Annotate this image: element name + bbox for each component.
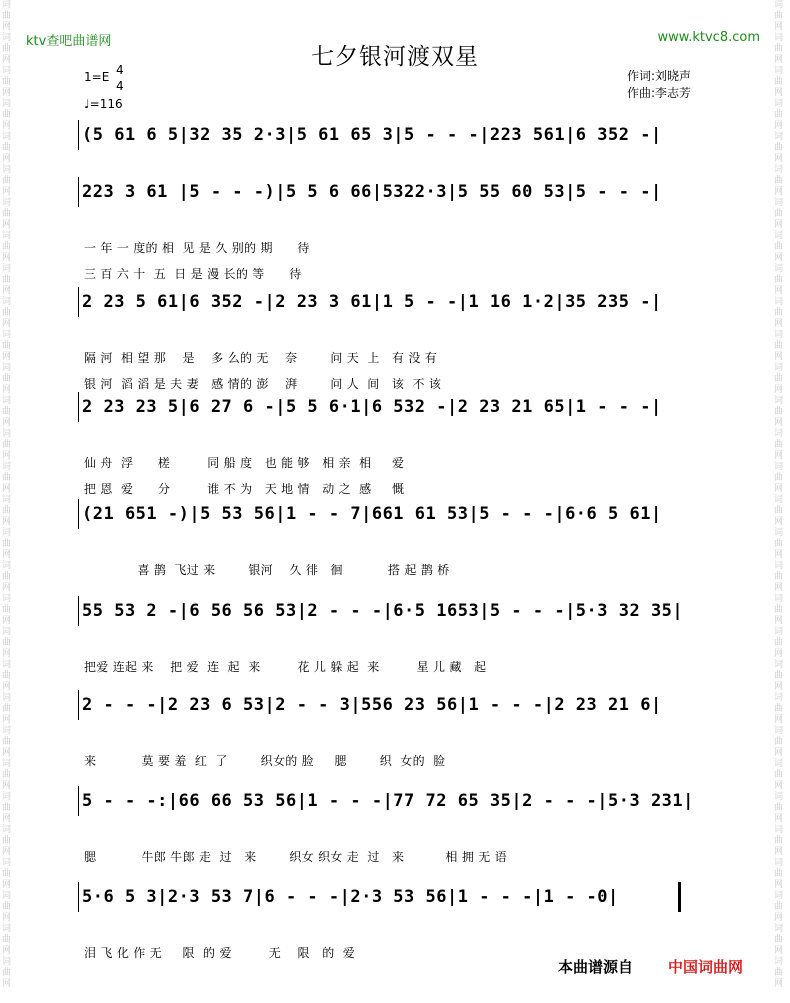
notation-line: 223 3 61 |5 - - -)|5 5 6 66|5322·3|5 55 60 53|5 - - -| [82,182,662,202]
score-line [78,784,728,864]
watermark-char: 词 [774,759,784,769]
watermark-char: 词 [774,231,784,241]
source-label: 本曲谱源自 [558,958,634,976]
watermark-char: 网 [774,253,784,263]
watermark-char: 网 [2,187,12,197]
watermark-char: 网 [774,583,784,593]
watermark-char: 曲 [774,770,784,780]
watermark-char: 网 [2,616,12,626]
watermark-char: 网 [774,616,784,626]
watermark-char: 词 [2,33,12,43]
watermark-char: 词 [2,891,12,901]
watermark-char: 曲 [2,374,12,384]
time-sig-top: 4 [116,63,124,77]
bar-line [78,786,79,816]
watermark-char: 网 [2,220,12,230]
bar-line [78,596,79,626]
watermark-char: 曲 [774,671,784,681]
watermark-char: 词 [774,561,784,571]
lyric-verse-2: 把 恩 爱 分 谁 不 为 天 地 情 动 之 感 慨 [84,482,405,496]
watermark-char: 曲 [2,110,12,120]
watermark-char: 曲 [2,11,12,21]
watermark-char: 词 [2,363,12,373]
watermark-char: 曲 [774,506,784,516]
watermark-char: 词 [2,561,12,571]
lyric-verse-1: 腮 牛郎 牛郎 走 过 来 织女 织女 走 过 来 相 拥 无 语 [84,850,507,864]
watermark-char: 词 [2,396,12,406]
notation-line: (21 651 -)|5 53 56|1 - - 7|661 61 53|5 - - -|6·6 5 61| [82,504,662,524]
watermark-char: 网 [774,649,784,659]
watermark-char: 词 [774,528,784,538]
watermark-char: 网 [2,121,12,131]
tempo-marking: ♩=116 [84,97,123,111]
watermark-char: 网 [774,220,784,230]
watermark-char: 网 [2,418,12,428]
time-signature [116,62,124,94]
watermark-char: 曲 [2,572,12,582]
watermark-char: 词 [2,858,12,868]
watermark-char: 网 [2,847,12,857]
watermark-char: 词 [2,0,12,10]
score-line [78,880,728,960]
watermark-char: 词 [774,66,784,76]
bar-line [78,690,79,720]
watermark-char: 曲 [2,176,12,186]
time-sig-bottom: 4 [116,79,124,93]
watermark-char: 网 [2,22,12,32]
final-bar-line [678,882,681,912]
watermark-char: 词 [774,297,784,307]
notation-line: 2 23 23 5|6 27 6 -|5 5 6·1|6 532 -|2 23 21 65|1 - - -| [82,397,662,417]
watermark-char: 曲 [774,605,784,615]
watermark-char: 曲 [2,968,12,978]
watermark-char: 曲 [2,902,12,912]
watermark-char: 词 [774,99,784,109]
watermark-char: 网 [774,715,784,725]
watermark-char: 词 [2,297,12,307]
notation-line: 55 53 2 -|6 56 56 53|2 - - -|6·5 1653|5 - - -|5·3 32 35| [82,601,684,621]
watermark-char: 曲 [2,605,12,615]
watermark-char: 曲 [774,176,784,186]
site-link-left[interactable]: ktv查吧曲谱网 [26,34,112,49]
watermark-char: 词 [774,858,784,868]
watermark-char: 网 [2,550,12,560]
watermark-char: 词 [2,957,12,967]
watermark-char: 曲 [774,275,784,285]
watermark-char: 网 [774,946,784,956]
watermark-char: 曲 [774,572,784,582]
watermark-char: 网 [2,484,12,494]
watermark-char: 曲 [2,869,12,879]
watermark-char: 网 [774,187,784,197]
watermark-char: 网 [774,913,784,923]
watermark-char: 曲 [774,374,784,384]
bar-line [78,392,79,422]
watermark-char: 网 [2,88,12,98]
lyric-verse-1: 隔 河 相 望 那 是 多 么的 无 奈 问 天 上 有 没 有 [84,351,438,365]
watermark-char: 曲 [2,539,12,549]
watermark-char: 词 [2,627,12,637]
watermark-char: 曲 [774,473,784,483]
watermark-char: 曲 [774,242,784,252]
watermark-char: 词 [2,924,12,934]
watermark-char: 词 [2,231,12,241]
watermark-char: 网 [774,55,784,65]
watermark-char: 曲 [774,209,784,219]
watermark-char: 网 [2,682,12,692]
watermark-char: 网 [2,946,12,956]
watermark-char: 词 [2,132,12,142]
watermark-char: 曲 [2,77,12,87]
watermark-char: 曲 [2,308,12,318]
watermark-char: 曲 [774,902,784,912]
composer: 作曲:李志芳 [627,86,692,100]
watermark-char: 曲 [2,440,12,450]
watermark-char: 曲 [774,407,784,417]
watermark-char: 曲 [2,770,12,780]
watermark-char: 词 [774,462,784,472]
lyric-verse-1: 喜 鹊 飞过 来 银河 久 徘 徊 搭 起 鹊 桥 [84,563,450,577]
watermark-char: 网 [774,286,784,296]
watermark-char: 曲 [774,935,784,945]
watermark-char: 网 [2,913,12,923]
watermark-char: 曲 [774,440,784,450]
score-line [78,285,728,391]
score-line [78,390,728,496]
watermark-char: 词 [2,165,12,175]
score-line [78,497,728,577]
watermark-char: 网 [774,847,784,857]
watermark-char: 词 [2,594,12,604]
watermark-char: 网 [2,286,12,296]
notation-line: 2 23 5 61|6 352 -|2 23 3 61|1 5 - -|1 16 1·2|35 235 -| [82,292,662,312]
watermark-char: 词 [774,627,784,637]
watermark-char: 词 [2,759,12,769]
watermark-char: 网 [2,253,12,263]
watermark-char: 词 [2,660,12,670]
watermark-char: 词 [774,957,784,967]
watermark-char: 曲 [2,473,12,483]
watermark-char: 网 [774,319,784,329]
watermark-char: 词 [774,495,784,505]
score-line [78,175,728,281]
notation-line: 2 - - -|2 23 6 53|2 - - 3|556 23 56|1 - - -|2 23 21 6| [82,695,662,715]
watermark-char: 曲 [774,110,784,120]
watermark-char: 曲 [774,737,784,747]
watermark-char: 曲 [2,935,12,945]
watermark-char: 网 [2,451,12,461]
watermark-char: 词 [774,693,784,703]
song-title: 七夕银河渡双星 [311,44,479,70]
watermark-char: 词 [774,891,784,901]
watermark-char: 曲 [774,638,784,648]
watermark-char: 词 [774,0,784,10]
watermark-char: 曲 [774,803,784,813]
watermark-char: 曲 [774,539,784,549]
watermark-char: 曲 [2,242,12,252]
notation-line: (5 61 6 5|32 35 2·3|5 61 65 3|5 - - -|223 561|6 352 -| [82,125,662,145]
lyricist: 作词:刘晓声 [627,69,692,83]
watermark-char: 词 [2,792,12,802]
watermark-char: 词 [774,33,784,43]
score-line [78,594,728,674]
watermark-char: 词 [774,198,784,208]
lyric-verse-1: 一 年 一 度的 相 见 是 久 别的 期 待 [84,241,310,255]
watermark-char: 网 [774,22,784,32]
watermark-char: 网 [2,781,12,791]
watermark-char: 曲 [2,275,12,285]
watermark-char: 曲 [2,836,12,846]
watermark-char: 词 [774,825,784,835]
watermark-char: 词 [2,66,12,76]
watermark-char: 网 [2,583,12,593]
watermark-char: 词 [774,363,784,373]
lyric-verse-1: 仙 舟 浮 槎 同 船 度 也 能 够 相 亲 相 爱 [84,456,405,470]
watermark-char: 曲 [2,44,12,54]
watermark-char: 曲 [774,836,784,846]
watermark-char: 网 [774,88,784,98]
watermark-char: 网 [2,154,12,164]
watermark-char: 词 [774,396,784,406]
site-link-right[interactable]: www.ktvc8.com [657,30,760,45]
watermark-char: 网 [774,517,784,527]
watermark-char: 网 [2,715,12,725]
watermark-char: 网 [774,154,784,164]
watermark-char: 曲 [2,671,12,681]
watermark-char: 词 [774,429,784,439]
watermark-char: 词 [774,924,784,934]
watermark-char: 曲 [774,44,784,54]
source-site-link[interactable]: 中国词曲网 [668,958,744,976]
watermark-right [774,0,788,990]
key-signature: 1=E [84,70,110,84]
credits [627,68,691,102]
watermark-char: 词 [774,165,784,175]
watermark-char: 词 [2,693,12,703]
lyric-verse-1: 泪 飞 化 作 无 限 的 爱 无 限 的 爱 [84,946,356,960]
watermark-char: 曲 [774,869,784,879]
watermark-char: 词 [774,264,784,274]
watermark-char: 网 [2,517,12,527]
notation-line: 5·6 5 3|2·3 53 7|6 - - -|2·3 53 56|1 - - -|1 - -0| [82,887,619,907]
watermark-char: 曲 [774,341,784,351]
watermark-char: 网 [774,748,784,758]
watermark-char: 曲 [2,407,12,417]
score-line [78,118,728,152]
watermark-char: 网 [2,880,12,890]
watermark-char: 词 [774,330,784,340]
watermark-char: 网 [2,814,12,824]
watermark-char: 曲 [774,77,784,87]
watermark-left [2,0,16,990]
watermark-char: 词 [774,792,784,802]
watermark-char: 词 [2,462,12,472]
watermark-char: 词 [2,264,12,274]
bar-line [78,120,79,150]
watermark-char: 网 [774,451,784,461]
watermark-char: 词 [2,330,12,340]
watermark-char: 词 [774,594,784,604]
watermark-char: 网 [774,418,784,428]
watermark-char: 网 [2,55,12,65]
watermark-char: 词 [774,132,784,142]
lyric-verse-2: 银 河 滔 滔 是 夫 妻 感 情的 澎 湃 问 人 间 该 不 该 [84,377,442,391]
watermark-char: 曲 [774,11,784,21]
watermark-char: 曲 [2,209,12,219]
watermark-char: 网 [2,319,12,329]
lyric-verse-2: 三 百 六 十 五 日 是 漫 长的 等 待 [84,267,302,281]
watermark-char: 曲 [2,704,12,714]
watermark-char: 词 [2,726,12,736]
lyric-verse-1: 把爱 连起 来 把 爱 连 起 来 花 儿 躲 起 来 星 儿 藏 起 [84,660,487,674]
bar-line [78,882,79,912]
watermark-char: 网 [2,748,12,758]
watermark-char: 词 [774,726,784,736]
watermark-char: 词 [2,99,12,109]
watermark-char: 曲 [774,143,784,153]
watermark-char: 网 [2,352,12,362]
watermark-char: 曲 [2,803,12,813]
watermark-char: 网 [774,484,784,494]
watermark-char: 网 [774,880,784,890]
watermark-char: 词 [2,528,12,538]
watermark-char: 网 [774,385,784,395]
score-line [78,688,728,768]
watermark-char: 曲 [774,968,784,978]
watermark-char: 词 [2,198,12,208]
watermark-char: 曲 [2,737,12,747]
watermark-char: 曲 [774,308,784,318]
watermark-char: 词 [2,825,12,835]
watermark-char: 网 [774,814,784,824]
watermark-char: 曲 [2,341,12,351]
notation-line: 5 - - -:|66 66 53 56|1 - - -|77 72 65 35|2 - - -|5·3 231| [82,791,694,811]
watermark-char: 曲 [2,638,12,648]
watermark-char: 网 [2,979,12,989]
watermark-char: 曲 [2,143,12,153]
bar-line [78,499,79,529]
watermark-char: 网 [774,352,784,362]
watermark-char: 词 [2,495,12,505]
watermark-char: 词 [2,429,12,439]
watermark-char: 网 [2,385,12,395]
watermark-char: 网 [774,550,784,560]
watermark-char: 曲 [2,506,12,516]
watermark-char: 网 [774,781,784,791]
watermark-char: 网 [774,121,784,131]
watermark-char: 网 [2,649,12,659]
watermark-char: 网 [774,979,784,989]
lyric-verse-1: 来 莫 要 羞 红 了 织女的 脸 腮 织 女的 脸 [84,754,446,768]
bar-line [78,287,79,317]
watermark-char: 曲 [774,704,784,714]
bar-line [78,177,79,207]
watermark-char: 网 [774,682,784,692]
watermark-char: 词 [774,660,784,670]
